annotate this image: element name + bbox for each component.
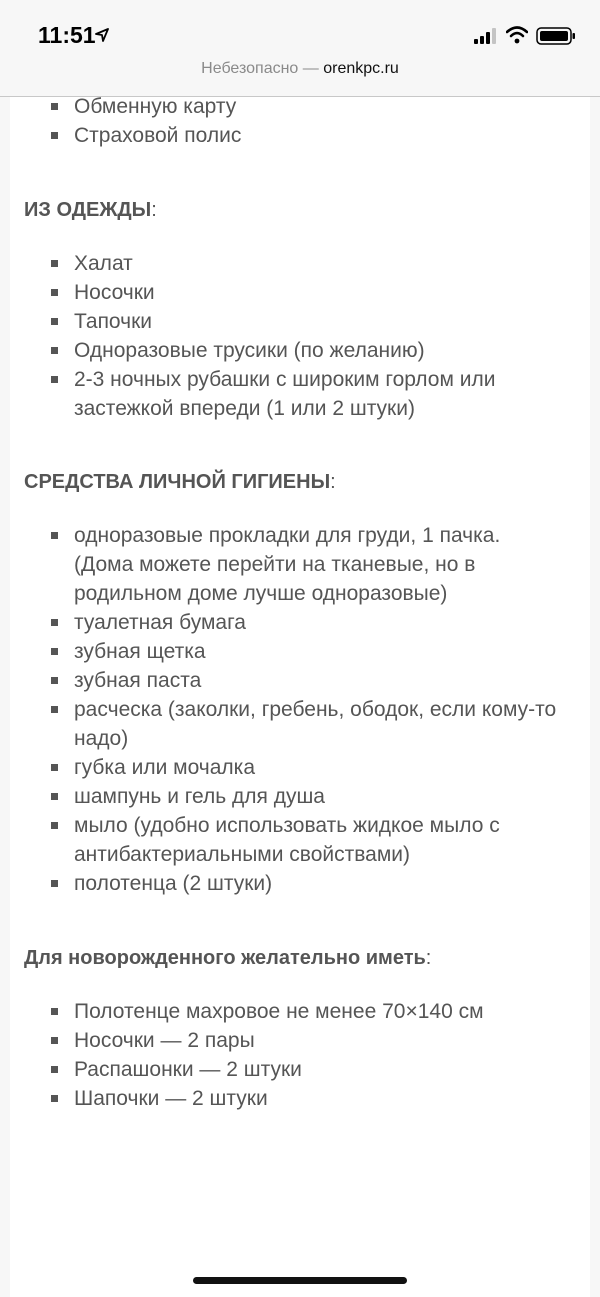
bullet-icon: [51, 1037, 58, 1044]
list-item: Носочки — 2 пары: [10, 1026, 590, 1055]
list-item: зубная щетка: [10, 637, 590, 666]
bullet-icon: [51, 260, 58, 267]
list-item: шампунь и гель для душа: [10, 782, 590, 811]
bullet-icon: [51, 347, 58, 354]
bullet-icon: [51, 289, 58, 296]
list-item: губка или мочалка: [10, 753, 590, 782]
list-item: одноразовые прокладки для груди, 1 пачка. (Дома можете перейти на тканевые, но в родильном доме лучше одноразовые): [10, 521, 590, 608]
bullet-icon: [51, 619, 58, 626]
bullet-icon: [51, 822, 58, 829]
hygiene-list: [10, 521, 590, 898]
section-heading-newborn: Для новорожденного желательно иметь:: [24, 947, 432, 969]
status-bar: [0, 0, 600, 60]
bullet-icon: [51, 132, 58, 139]
battery-icon: [536, 27, 576, 45]
cellular-signal-icon: [474, 28, 500, 44]
list-item: полотенца (2 штуки): [10, 869, 590, 898]
list-item: Тапочки: [10, 307, 590, 336]
list-item: Одноразовые трусики (по желанию): [10, 336, 590, 365]
list-item: Обменную карту: [10, 97, 590, 121]
list-item: 2-3 ночных рубашки с широким горлом или застежкой впереди (1 или 2 штуки): [10, 365, 590, 423]
list-item: Распашонки — 2 штуки: [10, 1055, 590, 1084]
bullet-icon: [51, 1066, 58, 1073]
bullet-icon: [51, 648, 58, 655]
clock-time: 11:51: [38, 22, 96, 48]
documents-list: [10, 97, 590, 150]
bullet-icon: [51, 376, 58, 383]
bullet-icon: [51, 1008, 58, 1015]
list-item: Шапочки — 2 штуки: [10, 1084, 590, 1113]
list-item: мыло (удобно использовать жидкое мыло с антибактериальными свойствами): [10, 811, 590, 869]
security-label: Небезопасно —: [201, 60, 319, 77]
bullet-icon: [51, 706, 58, 713]
list-item: Халат: [10, 249, 590, 278]
page-content: [10, 97, 590, 1297]
clothes-list: [10, 249, 590, 423]
list-item: Носочки: [10, 278, 590, 307]
bullet-icon: [51, 532, 58, 539]
list-item: туалетная бумага: [10, 608, 590, 637]
list-item: расческа (заколки, гребень, ободок, если кому-то надо): [10, 695, 590, 753]
list-item: зубная паста: [10, 666, 590, 695]
wifi-icon: [506, 26, 528, 44]
newborn-list: [10, 997, 590, 1113]
location-arrow-icon: [95, 28, 109, 42]
list-item: Полотенце махровое не менее 70×140 см: [10, 997, 590, 1026]
site-domain: orenkpc.ru: [323, 60, 399, 77]
bullet-icon: [51, 318, 58, 325]
bullet-icon: [51, 793, 58, 800]
address-bar[interactable]: [0, 60, 600, 96]
home-indicator[interactable]: [193, 1277, 407, 1284]
bullet-icon: [51, 1095, 58, 1102]
section-heading-clothes: ИЗ ОДЕЖДЫ:: [24, 199, 157, 221]
section-heading-hygiene: СРЕДСТВА ЛИЧНОЙ ГИГИЕНЫ:: [24, 471, 336, 493]
bullet-icon: [51, 103, 58, 110]
bullet-icon: [51, 677, 58, 684]
list-item: Страховой полис: [10, 121, 590, 150]
bullet-icon: [51, 880, 58, 887]
bullet-icon: [51, 764, 58, 771]
